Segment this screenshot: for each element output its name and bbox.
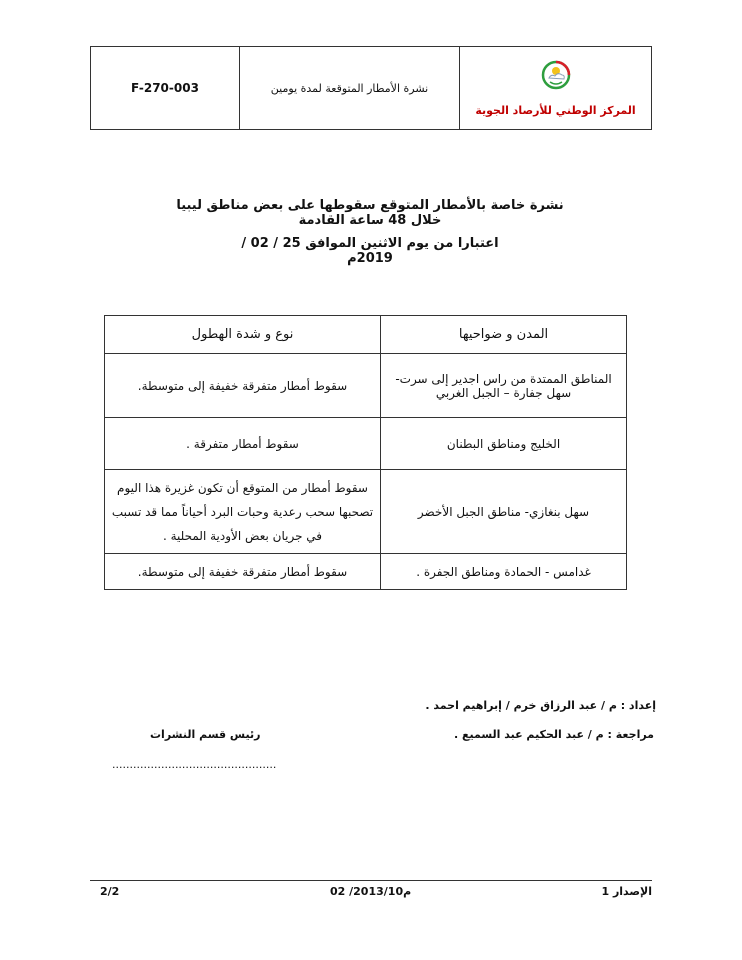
rainfall-cell: سقوط أمطار متفرقة . <box>105 418 381 470</box>
document-header <box>90 46 652 130</box>
footer-divider <box>90 880 652 881</box>
table-row <box>105 554 627 590</box>
forecast-table <box>104 315 627 590</box>
column-header-cities: المدن و ضواحيها <box>381 316 627 354</box>
signature-line: ............................................... <box>112 758 277 771</box>
validity-date: اعتبارا من يوم الاثنين الموافق 25 / 02 / 2019م <box>241 236 499 266</box>
rainfall-cell: سقوط أمطار متفرقة خفيفة إلى متوسطة. <box>105 354 381 418</box>
table-header-row <box>105 316 627 354</box>
weather-center-logo-icon <box>541 60 571 90</box>
rainfall-cell: سقوط أمطار متفرقة خفيفة إلى متوسطة. <box>105 554 381 590</box>
table-row <box>105 354 627 418</box>
reviewed-by: مراجعة : م / عبد الحكيم عبد السميع . <box>453 728 654 741</box>
city-cell: سهل بنغازي- مناطق الجبل الأخضر <box>381 470 627 554</box>
city-cell: الخليج ومناطق البطنان <box>381 418 627 470</box>
issue-number: الإصدار 1 <box>601 885 652 898</box>
organization-cell <box>460 47 651 129</box>
rainfall-cell: سقوط أمطار من المتوقع أن تكون غزيرة هذا اليوم تصحبها سحب رعدية وحبات البرد أحياناً مما قد تسبب في جريان بعض الأودية المحلية . <box>105 470 381 554</box>
table-row <box>105 418 627 470</box>
organization-name: المركز الوطني للأرصاد الجوية <box>475 103 636 117</box>
department-head-title: رئيس قسم النشرات <box>150 728 261 741</box>
table-row <box>105 470 627 554</box>
city-cell: غدامس - الحمادة ومناطق الجفرة . <box>381 554 627 590</box>
issue-date: 02 /2013/10م <box>330 885 412 898</box>
page-title: نشرة خاصة بالأمطار المتوقع سقوطها على بعض مناطق ليبيا خلال 48 ساعة القادمة <box>176 198 564 228</box>
column-header-rainfall: نوع و شدة الهطول <box>105 316 381 354</box>
city-cell: المناطق الممتدة من راس اجدير إلى سرت- سهل جفارة – الجبل الغربي <box>381 354 627 418</box>
prepared-by: إعداد : م / عبد الرزاق خرم / إبراهيم احمد . <box>425 699 656 712</box>
doc-code: F-270-003 <box>91 47 240 129</box>
bulletin-title: نشرة الأمطار المتوقعة لمدة يومين <box>240 47 460 129</box>
page-number: 2/2 <box>100 885 120 898</box>
